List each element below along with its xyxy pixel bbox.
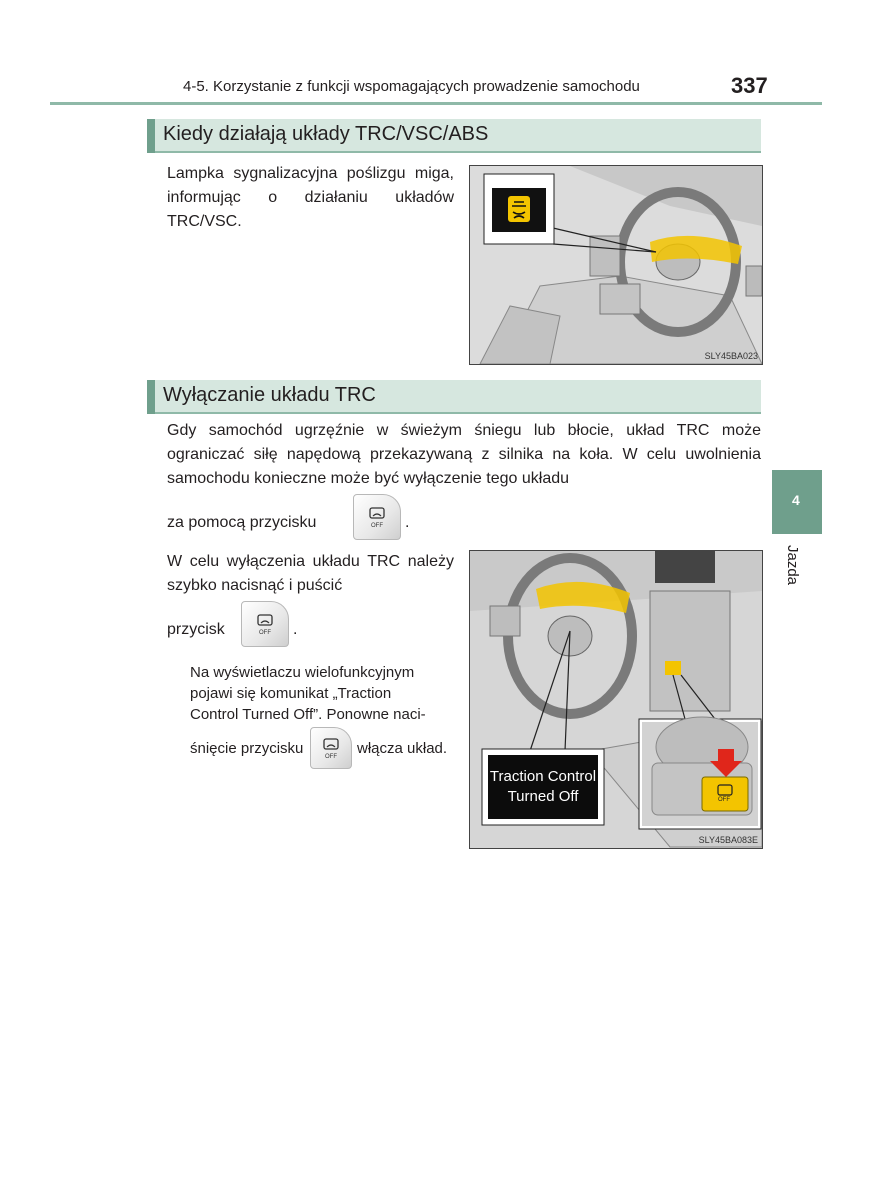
- button-off-label: OFF: [718, 797, 730, 803]
- section1-text: Lampka sygnalizacyjna poślizgu miga, informując o działaniu układów TRC/VSC.: [167, 165, 454, 230]
- heading-accent-bar: [147, 380, 155, 414]
- trc-off-button-icon: [241, 601, 289, 647]
- slip-off-icon: [321, 738, 341, 760]
- section2-note-line2: pojawi się komunikat „Traction: [190, 685, 392, 702]
- section-heading-trc-vsc-abs: [147, 119, 761, 153]
- trc-off-button-icon: [310, 727, 352, 769]
- heading-accent-bar: [147, 119, 155, 153]
- section2-step: W celu wyłączenia układu TRC należy szybko nacisnąć i puścić: [167, 553, 454, 594]
- figure-code: SLY45BA083E: [698, 835, 758, 845]
- section2-intro-end: za pomocą przycisku: [167, 514, 317, 531]
- dashboard-illustration: [470, 166, 762, 364]
- figure-console-trc-off: [469, 550, 763, 849]
- figure-dashboard-slip-indicator: [469, 165, 763, 365]
- section2-step-dot: .: [293, 621, 298, 638]
- section-heading-trc-off: [147, 380, 761, 414]
- page-number: 337: [731, 73, 768, 98]
- chapter-label: Jazda: [784, 545, 801, 586]
- section2-note-line3: Control Turned Off”. Ponowne naci-: [190, 706, 426, 723]
- slip-off-icon: [367, 507, 387, 529]
- chapter-tab: [772, 470, 822, 534]
- section2-step-end: przycisk: [167, 621, 225, 638]
- section2-note-line4a: śnięcie przycisku: [190, 740, 304, 757]
- svg-text:OFF: OFF: [325, 754, 337, 760]
- chapter-number: 4: [792, 492, 800, 508]
- svg-text:OFF: OFF: [371, 523, 383, 529]
- header-rule: [50, 102, 822, 105]
- trc-off-button-icon: [353, 494, 401, 540]
- section-title: Kiedy działają układy TRC/VSC/ABS: [163, 123, 489, 145]
- section2-note-line1: Na wyświetlaczu wielofunkcyjnym: [190, 664, 415, 681]
- figure-code: SLY45BA023: [704, 351, 758, 361]
- section-title: Wyłączanie układu TRC: [163, 384, 376, 406]
- slip-off-icon: [255, 614, 275, 636]
- display-line-2: Turned Off: [507, 788, 579, 805]
- section2-intro-dot: .: [405, 514, 410, 531]
- svg-text:OFF: OFF: [259, 630, 271, 636]
- section2-note-line4b: włącza układ.: [357, 740, 448, 757]
- display-line-1: Traction Control: [489, 768, 597, 785]
- traction-control-display: [488, 767, 598, 807]
- section2-intro: Gdy samochód ugrzęźnie w świeżym śniegu lub błocie, układ TRC może ograniczać siłę napędową przekazywaną z silnika na koła. W celu uwolnienia samochodu konieczne może być wyłączenie tego układu: [167, 422, 761, 487]
- running-header: 4-5. Korzystanie z funkcji wspomagających prowadzenie samochodu: [183, 78, 640, 95]
